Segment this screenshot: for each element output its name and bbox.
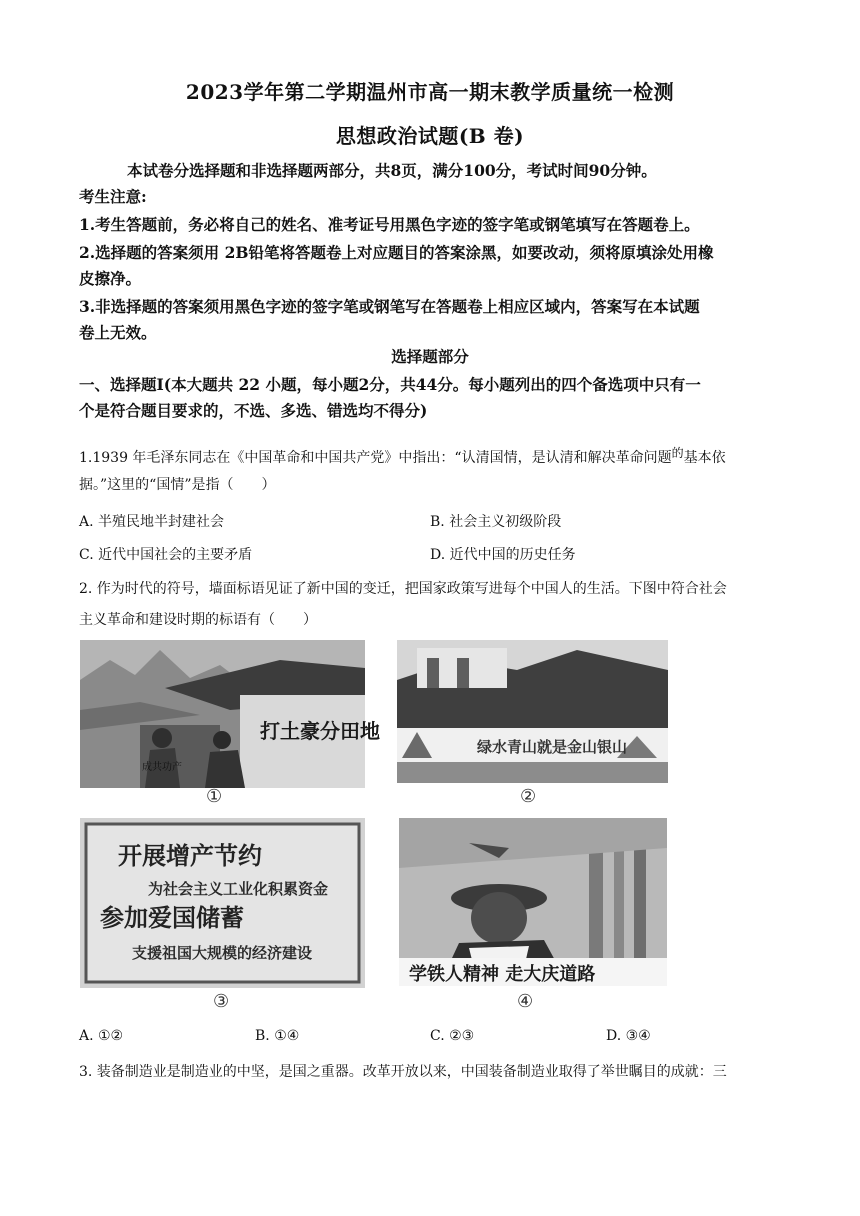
- notice-item-1: 1.考生答题前，务必将自己的姓名、准考证号用黑色字迹的签字笔或钢笔填写在答题卷上。: [79, 215, 700, 234]
- section-title: 选择题部分: [391, 347, 469, 366]
- section-heading-a: 一、选择题Ⅰ(本大题共 22 小题，每小题2分，共44分。每小题列出的四个备选项中只有一: [79, 375, 701, 394]
- notice-item-2b: 皮擦净。: [79, 269, 142, 288]
- photo-3-slogan-line-4: 支援祖国大规模的经济建设: [132, 944, 313, 962]
- exam-subtitle: 思想政治试题(B 卷): [335, 124, 525, 148]
- q1-stem-text-a: 1.1939 年毛泽东同志在《中国革命和中国共产党》中指出：“认清国情，是认清和解决革命问题: [79, 450, 672, 466]
- photo-1-side-text: 成共功产: [142, 762, 182, 773]
- photo-1-image: [80, 640, 380, 788]
- photo-3-slogan-line-1: 开展增产节约: [118, 842, 262, 870]
- q1-option-b[interactable]: B. 社会主义初级阶段: [430, 514, 562, 530]
- photo-4-image: [399, 818, 667, 986]
- q2-stem-line2: 主义革命和建设时期的标语有（ ）: [79, 612, 317, 628]
- photo-1: [80, 640, 380, 788]
- q1-option-c[interactable]: C. 近代中国社会的主要矛盾: [79, 547, 253, 563]
- photo-3-caption: ③: [213, 991, 230, 1012]
- photo-2: [397, 640, 668, 783]
- q2-option-c[interactable]: C. ②③: [430, 1028, 475, 1044]
- q2-option-a[interactable]: A. ①②: [79, 1028, 124, 1044]
- q2-option-d[interactable]: D. ③④: [606, 1028, 651, 1044]
- notice-heading: 考生注意:: [79, 187, 147, 206]
- photo-2-slogan: 绿水青山就是金山银山: [477, 738, 628, 756]
- photo-4-caption: ④: [517, 991, 534, 1012]
- photo-3-image: [80, 818, 365, 988]
- exam-title: 2023学年第二学期温州市高一期末教学质量统一检测: [185, 80, 675, 104]
- photo-4-slogan: 学铁人精神 走大庆道路: [409, 964, 596, 985]
- photo-4: [399, 818, 667, 986]
- q1-stem-line2: 据。”这里的“国情”是指（ ）: [79, 477, 276, 493]
- photo-1-caption: ①: [206, 786, 223, 807]
- q1-stem-text-b: 基本依: [683, 450, 726, 466]
- q3-stem-line1: 3. 装备制造业是制造业的中坚，是国之重器。改革开放以来，中国装备制造业取得了举世瞩目的成就：三: [79, 1064, 727, 1080]
- q1-stem-sup: 的: [671, 446, 684, 460]
- photo-3-slogan-line-2: 为社会主义工业化积累资金: [148, 880, 329, 898]
- q2-stem-line1: 2. 作为时代的符号，墙面标语见证了新中国的变迁，把国家政策写进每个中国人的生活。下图中符合社会: [79, 581, 727, 597]
- photo-3-slogan-line-3: 参加爱国储蓄: [100, 904, 244, 932]
- q1-option-d[interactable]: D. 近代中国的历史任务: [430, 547, 576, 563]
- notice-item-3b: 卷上无效。: [79, 323, 157, 342]
- q1-option-a[interactable]: A. 半殖民地半封建社会: [79, 514, 225, 530]
- section-heading-b: 个是符合题目要求的，不选、多选、错选均不得分): [79, 401, 428, 420]
- photo-2-caption: ②: [520, 786, 537, 807]
- photo-2-image: [397, 640, 668, 783]
- notice-item-2a: 2.选择题的答案须用 2B铅笔将答题卷上对应题目的答案涂黑，如要改动，须将原填涂处用橡: [79, 243, 714, 262]
- q2-option-b[interactable]: B. ①④: [255, 1028, 300, 1044]
- notice-item-3a: 3.非选择题的答案须用黑色字迹的签字笔或钢笔写在答题卷上相应区域内，答案写在本试题: [79, 297, 700, 316]
- photo-1-slogan: 打土豪分田地: [260, 719, 380, 743]
- exam-intro: 本试卷分选择题和非选择题两部分，共8页，满分100分，考试时间90分钟。: [127, 161, 657, 180]
- photo-3: [80, 818, 365, 988]
